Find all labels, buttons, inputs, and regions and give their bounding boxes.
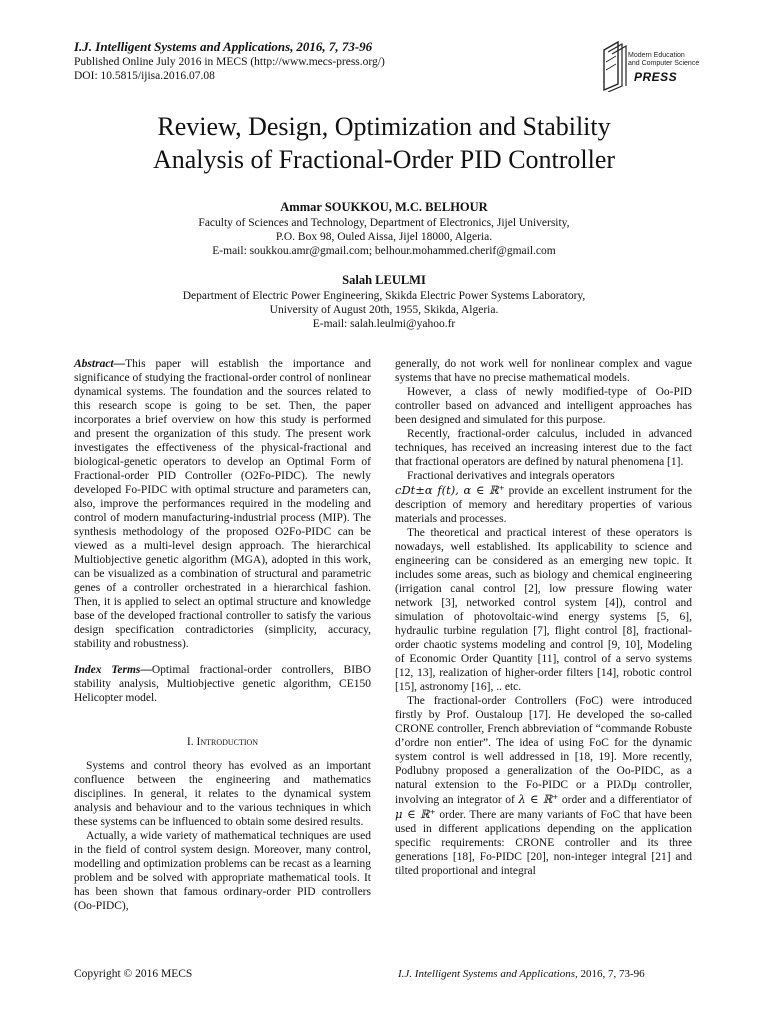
mu-formula: μ ∈ ℝ⁺ [395,807,436,821]
left-column [74,357,371,913]
paragraph: The theoretical and practical interest of these operators is nowadays, well established. Its applicability to science and engineering can be considered as an emerging new topic. It includes some areas, such as biology and chemical engineering (irrigation canal control [2], low pressure flowing water network [3], networked control system [4]), control and simulation of photovoltaic-wind energy systems [5, 6], hydraulic turbine regulation [7], flight control [8], fractional-order chaotic systems modeling and control [9, 10], Modeling of Economic Order Quantity [11], control of a servo systems [12, 13], realization of higher-order filters [14], robotic control [15], astronomy [16], .. etc. [395,527,692,693]
index-terms [74,663,371,705]
book-stack-icon [600,40,630,92]
paragraph: Actually, a wide variety of mathematical techniques are used in the field of control system design. Moreover, many control, modelling and optimization problems can be recast as a learning problem and be solved with appropriate mathematical tools. It has been shown that famous ordinary-order PID controllers (Oo-PIDC), [74,830,371,912]
email-line: E-mail: salah.leulmi@yahoo.fr [312,318,456,330]
author-names: Ammar SOUKKOU, M.C. BELHOUR [280,200,488,214]
index-terms-text: Optimal fractional-order controllers, BIBO stability analysis, Multiobjective genetic algorithm, CE150 Helicopter model. [74,664,371,704]
section-heading: I. Introduction [186,736,259,748]
logo-press: PRESS [634,70,678,84]
published-line: Published Online July 2016 in MECS (http://www.mecs-press.org/) [74,56,385,68]
journal-name: I.J. Intelligent Systems and Applications, [74,39,294,54]
paper-title: Review, Design, Optimization and Stability Analysis of Fractional-Order PID Controller [152,112,616,174]
journal-year: 2016, 7, 73-96 [296,39,373,54]
right-column [395,357,692,878]
paragraph: Fractional derivatives and integrals operators [407,470,615,482]
doi-line: DOI: 10.5815/ijisa.2016.07.08 [74,70,215,82]
mecs-press-logo [600,38,705,96]
footer-journal: I.J. Intelligent Systems and Applications, 2016, 7, 73-96 [398,968,645,980]
affiliation-line: P.O. Box 98, Ouled Aissa, Jijel 18000, Algeria. [275,231,493,243]
lambda-formula: λ ∈ ℝ⁺ [518,792,559,806]
paragraph: However, a class of newly modified-type of Oo-PID controller based on advanced and intelligent approaches has been designed and simulated for this purpose. [395,386,692,426]
author-block-1 [60,200,708,258]
paragraph: Recently, fractional-order calculus, included in advanced techniques, has received an increasing interest due to the fact that fractional operators are defined by natural phenomena [1]. [395,428,692,468]
affiliation-line: Faculty of Sciences and Technology, Department of Electronics, Jijel University, [198,217,570,229]
author-block-2 [60,273,708,331]
logo-text: Modern Education and Computer Science [628,52,700,67]
author-names: Salah LEULMI [342,273,426,287]
abstract [74,357,371,651]
paragraph: cDt±α f(t), α ∈ ℝ⁺ provide an excellent instrument for the description of memory and hereditary properties of various materials and processes. [395,483,693,525]
email-line: E-mail: soukkou.amr@gmail.com; belhour.mohammed.cherif@gmail.com [212,245,556,257]
affiliation-line: University of August 20th, 1955, Skikda, Algeria. [269,304,499,316]
footer-copyright: Copyright © 2016 MECS [74,968,193,980]
journal-citation [74,40,574,55]
paragraph: The fractional-order Controllers (FoC) were introduced firstly by Prof. Oustaloup [17]. He developed the so-called CRONE controller, French abbreviation of “commande Robuste d’ordre non entier”. The idea of using FoC for the dynamic system control is well addressed in [18, 19]. More recently, Podlubny proposed a generalization of the Oo-PIDC, as a natural extension to the Fo-PIDC or a PIλDμ controller, involving an integrator of λ ∈ ℝ⁺ order and a differentiator of μ ∈ ℝ⁺ order. There are many variants of FoC that have been used in different applications depending on the application specific requirements: CRONE controller and its three generations [18], Fo-PIDC [20], non-integer integral [21] and tilted proportional and integral [395,695,693,877]
journal-header [74,40,574,83]
index-terms-label: Index Terms— [74,664,152,676]
paragraph: Systems and control theory has evolved as an important confluence between the engineering and mathematics disciplines. In general, it relates to the dynamical system analysis and behaviour and to the various techniques in which these systems can be influenced to obtain some desired results. [74,760,371,828]
fractional-operator-formula: cDt±α f(t), α ∈ ℝ⁺ [395,483,505,497]
abstract-text: This paper will establish the importance and significance of studying the fractional-order control of nonlinear dynamical systems. The foundation and the sources related to this research scope is going to be set. Then, the paper incorporates a brief overview on how this study is performed and present the organization of this study. The present work investigates the effectiveness of the physical-fractional and biological-genetic operators to develop an Optimal Form of Fractional-order PID Controller (O2Fo-PIDC). The newly developed Fo-PIDC with optimal structure and parameters can, also, improve the performances required in the modeling and control of modern manufacturing-industrial process (MIP). The synthesis methodology of the proposed O2Fo-PIDC can be viewed as a multi-level design approach. The hierarchical Multiobjective genetic algorithm (MGA), adopted in this work, can be visualized as a combination of structural and parametric genes of a controller orchestrated in a hierarchical fashion. Then, it is applied to select an optimal structure and knowledge base of the developed fractional controller to satisfy the various design specification contradictories (simplicity, accuracy, stability and robustness). [74,358,371,650]
paragraph: generally, do not work well for nonlinear complex and vague systems that have no precise mathematical models. [395,358,692,384]
affiliation-line: Department of Electric Power Engineering, Skikda Electric Power Systems Laboratory, [182,290,586,302]
abstract-label: Abstract— [74,358,126,370]
